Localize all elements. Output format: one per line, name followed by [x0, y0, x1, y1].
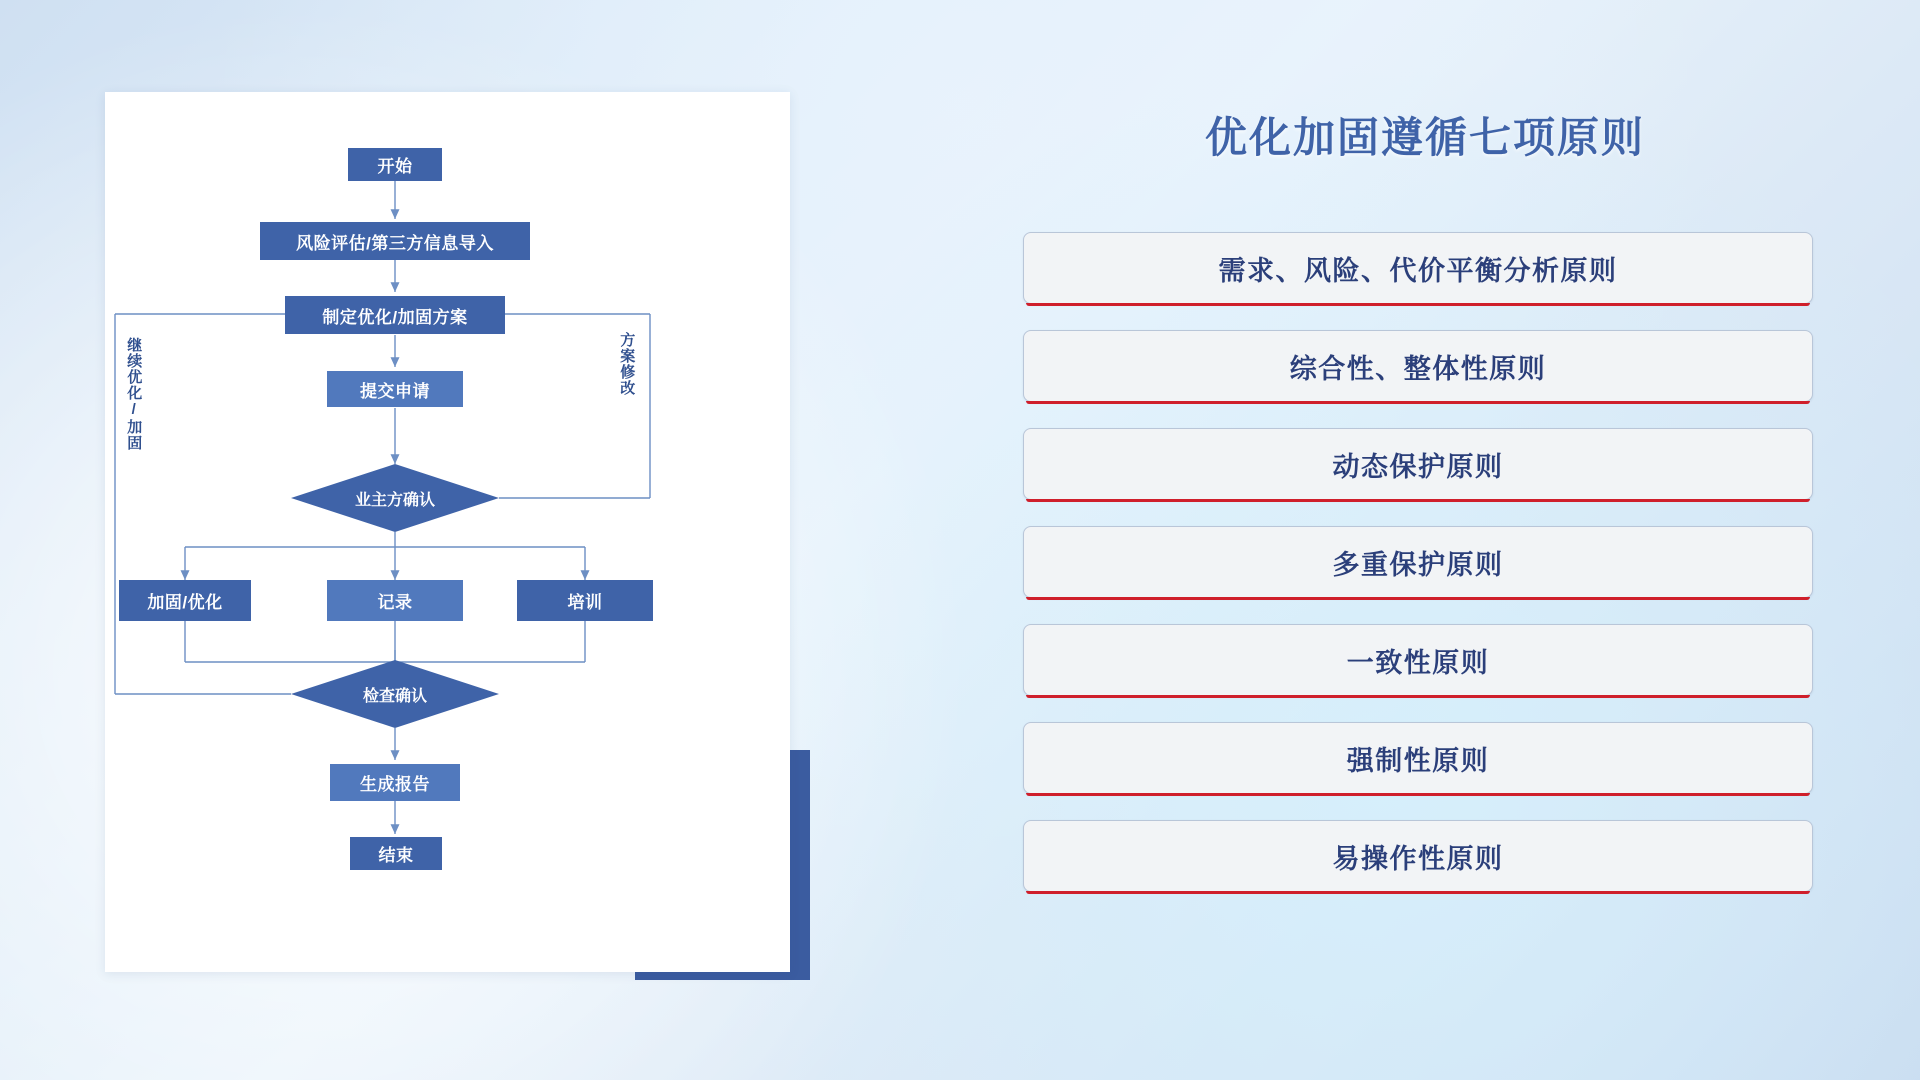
- principle-label: 强制性原则: [1346, 745, 1490, 776]
- flow-node-owner-confirm[interactable]: [291, 464, 499, 532]
- flow-node-label: 生成报告: [360, 775, 430, 794]
- flow-node-label: 风险评估/第三方信息导入: [296, 233, 494, 253]
- edge-label-continue-optimize: 继续优化/加固: [125, 337, 143, 451]
- flow-node-generate-report[interactable]: [330, 764, 460, 801]
- flow-node-label: 结束: [378, 846, 414, 865]
- principle-item[interactable]: [1023, 526, 1813, 598]
- flow-node-label: 加固/优化: [147, 593, 223, 612]
- principle-label: 需求、风险、代价平衡分析原则: [1218, 255, 1618, 286]
- flow-node-label: 业主方确认: [354, 491, 435, 509]
- principle-item[interactable]: [1023, 428, 1813, 500]
- page-title: 优化加固遵循七项原则: [1204, 114, 1645, 161]
- flow-node-submit-application[interactable]: [327, 371, 463, 407]
- flow-node-check-confirm[interactable]: [291, 660, 499, 728]
- edge-label-plan-revision: 方案修改: [618, 332, 636, 396]
- flow-node-reinforce[interactable]: [119, 580, 251, 621]
- principle-item[interactable]: [1023, 330, 1813, 402]
- flow-node-end[interactable]: [350, 837, 442, 870]
- principle-label: 易操作性原则: [1332, 843, 1504, 874]
- flow-node-risk-assessment[interactable]: [260, 222, 530, 260]
- flowchart-card: [105, 92, 790, 972]
- flow-node-label: 开始: [377, 157, 413, 176]
- flow-node-plan[interactable]: [285, 296, 505, 334]
- flow-node-record[interactable]: [327, 580, 463, 621]
- principles-list: [1023, 232, 1813, 918]
- principle-label: 综合性、整体性原则: [1289, 353, 1547, 384]
- flow-node-training[interactable]: [517, 580, 653, 621]
- principle-item[interactable]: [1023, 820, 1813, 892]
- principle-label: 动态保护原则: [1332, 451, 1504, 482]
- principle-label: 多重保护原则: [1332, 549, 1504, 580]
- flowchart: [105, 92, 790, 972]
- flow-node-label: 提交申请: [360, 381, 430, 401]
- flow-node-start[interactable]: [348, 148, 442, 181]
- principle-item[interactable]: [1023, 232, 1813, 304]
- flow-node-label: 检查确认: [362, 687, 427, 705]
- flow-node-label: 记录: [377, 593, 413, 612]
- flow-node-label: 制定优化/加固方案: [322, 307, 468, 327]
- principle-item[interactable]: [1023, 624, 1813, 696]
- flow-node-label: 培训: [567, 593, 603, 612]
- principle-label: 一致性原则: [1346, 647, 1490, 678]
- principle-item[interactable]: [1023, 722, 1813, 794]
